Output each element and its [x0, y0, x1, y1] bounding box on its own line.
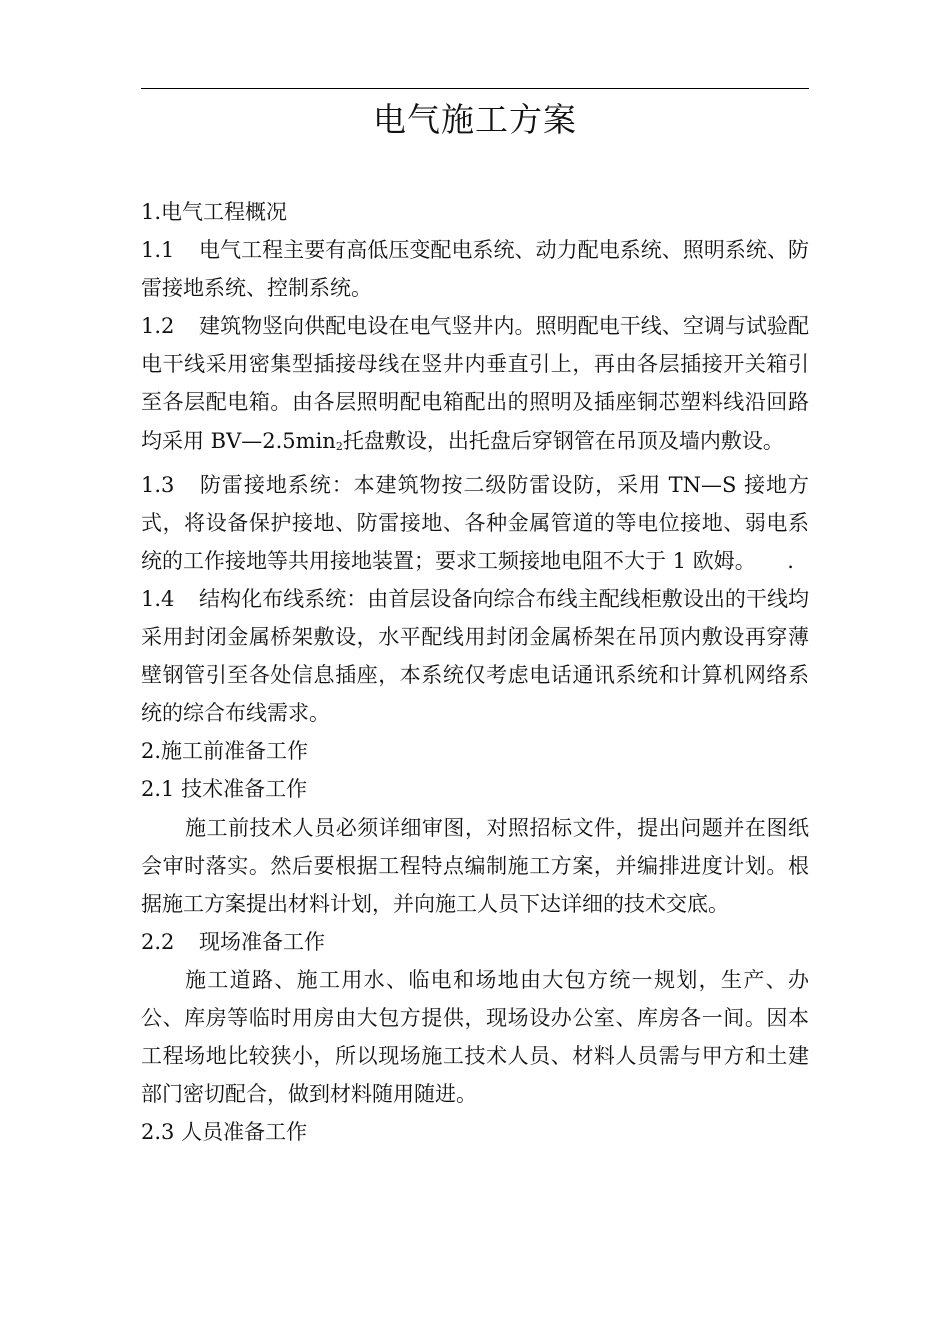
document-body	[141, 193, 809, 1151]
paragraph-2-2: 施工道路、施工用水、临电和场地由大包方统一规划，生产、办公、库房等临时用房由大包方提供，现场设办公室、库房各一间。因本工程场地比较狭小，所以现场施工技术人员、材料人员需与甲方和土建部门密切配合，做到材料随用随进。	[141, 967, 809, 1107]
paragraph-text: 结构化布线系统：由首层设备向综合布线主配线柜敷设出的干线均采用封闭金属桥架敷设，水平配线用封闭金属桥架在吊顶内敷设再穿薄壁钢管引至各处信息插座，本系统仅考虑电话通讯系统和计算机网络系统的综合布线需求。	[141, 586, 809, 726]
paragraph-number: 1.3	[141, 472, 175, 497]
paragraph-text: 现场准备工作	[199, 929, 325, 954]
paragraph-text: 防雷接地系统：本建筑物按二级防雷设防，采用 TN—S 接地方式，将设备保护接地、防雷接地、各种金属管道的等电位接地、弱电系统的工作接地等共用接地装置；要求工频接地电阻不大于 1 欧姆。 .	[141, 472, 809, 573]
subsection-heading-2-3: 2.3 人员准备工作	[141, 1120, 308, 1145]
paragraph-number: 2.2	[141, 929, 175, 954]
paragraph-text-continued: 托盘敷设，出托盘后穿钢管在吊顶及墙内敷设。	[342, 428, 784, 453]
paragraph-1-4	[141, 580, 809, 732]
paragraph-text: 建筑物竖向供配电设在电气竖井内。照明配电干线、空调与试验配电干线采用密集型插接母线在竖井内垂直引上，再由各层插接开关箱引至各层配电箱。由各层照明配电箱配出的照明及插座铜芯塑料线沿回路均采用 BV—2.5min	[141, 314, 809, 453]
subsection-heading-2-2	[141, 923, 809, 961]
subscript: 2	[335, 439, 343, 453]
paragraph-number: 1.2	[141, 314, 175, 339]
paragraph-1-1	[141, 231, 809, 307]
section-heading-1: 1.电气工程概况	[141, 200, 288, 224]
subsection-heading-2-1: 2.1 技术准备工作	[141, 777, 308, 802]
section-heading-2: 2.施工前准备工作	[141, 739, 309, 764]
paragraph-1-3	[141, 466, 809, 580]
paragraph-number: 1.4	[141, 586, 175, 611]
paragraph-2-1: 施工前技术人员必须详细审图，对照招标文件，提出问题并在图纸会审时落实。然后要根据工程特点编制施工方案，并编排进度计划。根据施工方案提出材料计划，并向施工人员下达详细的技术交底。	[141, 815, 809, 916]
paragraph-number: 1.1	[141, 238, 175, 263]
header-rule	[141, 88, 809, 89]
paragraph-text: 电气工程主要有高低压变配电系统、动力配电系统、照明系统、防雷接地系统、控制系统。	[141, 238, 809, 301]
paragraph-1-2	[141, 307, 809, 465]
document-title: 电气施工方案	[373, 100, 577, 139]
